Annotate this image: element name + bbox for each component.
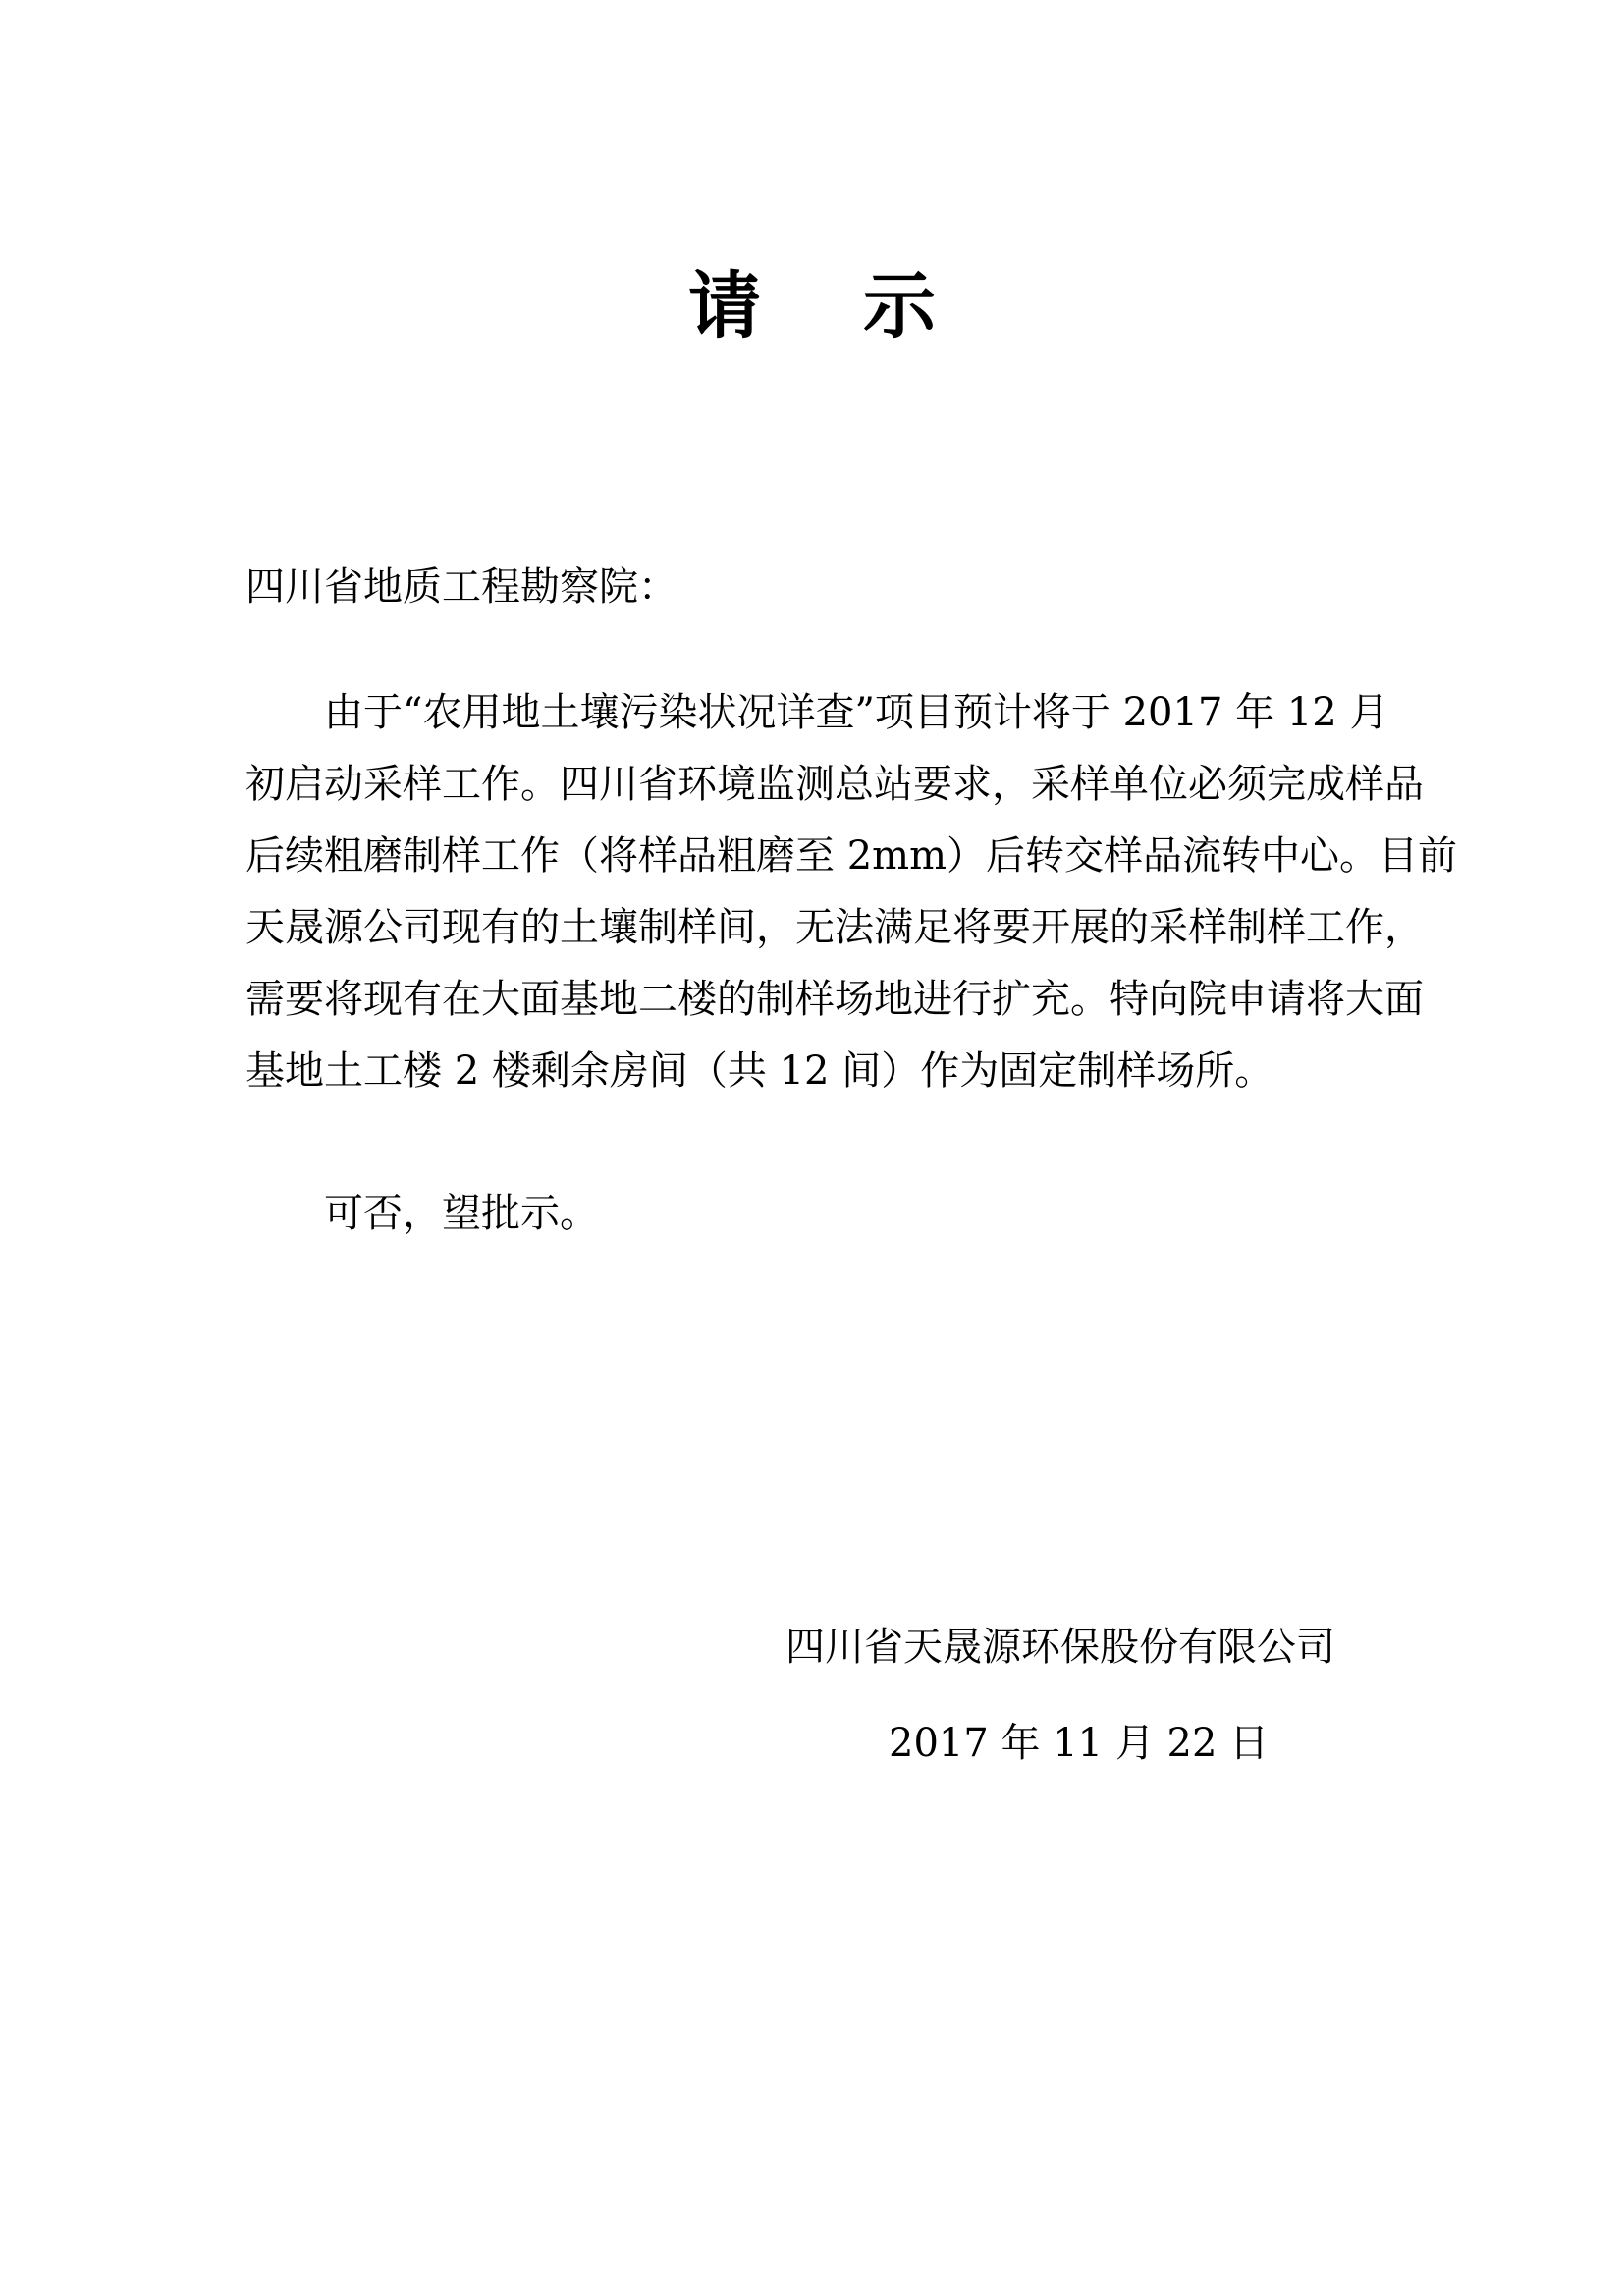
body-line: 初启动采样工作。四川省环境监测总站要求，采样单位必须完成样品 — [245, 762, 1424, 807]
signature-organization: 四川省天晟源环保股份有限公司 — [785, 1625, 1335, 1670]
body-line: 需要将现有在大面基地二楼的制样场地进行扩充。特向院申请将大面 — [245, 977, 1424, 1022]
document-date: 2017 年 11 月 22 日 — [889, 1721, 1270, 1766]
salutation: 四川省地质工程勘察院： — [245, 564, 677, 610]
body-line: 天晟源公司现有的土壤制样间，无法满足将要开展的采样制样工作， — [245, 905, 1424, 950]
body-line: 后续粗磨制样工作（将样品粗磨至 2mm）后转交样品流转中心。目前 — [245, 833, 1458, 879]
body-line: 由于“农用地土壤污染状况详查”项目预计将于 2017 年 12 月 — [324, 690, 1389, 735]
body-line: 基地土工楼 2 楼剩余房间（共 12 间）作为固定制样场所。 — [245, 1048, 1274, 1094]
closing-request: 可否，望批示。 — [324, 1191, 599, 1236]
document-title: 请示 — [688, 264, 1038, 348]
body-paragraph — [245, 677, 1458, 1107]
